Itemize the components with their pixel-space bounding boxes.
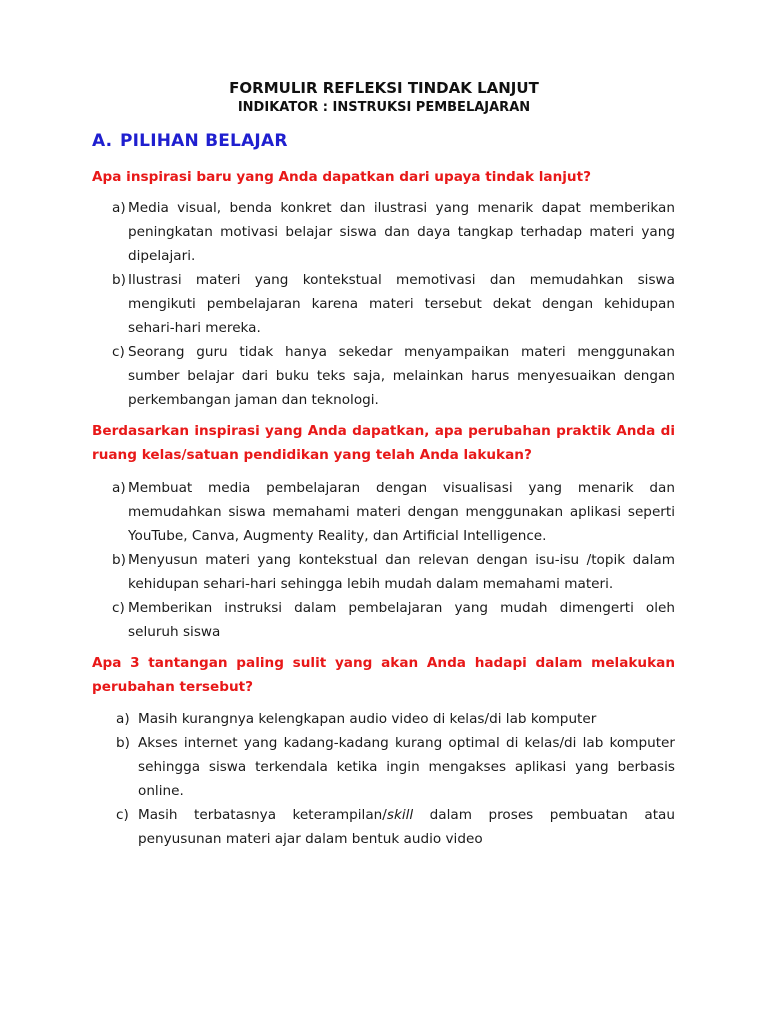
list-item xyxy=(112,196,675,268)
list-item xyxy=(116,707,675,731)
list-item xyxy=(116,803,675,851)
list-item-text: Memberikan instruksi dalam pembelajaran yang mudah dimengerti oleh seluruh siswa xyxy=(128,600,675,640)
answer-list-2 xyxy=(112,476,675,644)
section-heading xyxy=(92,131,288,151)
list-item-text-before: Masih terbatasnya keterampilan/ xyxy=(138,807,387,823)
question-1: Apa inspirasi baru yang Anda dapatkan dari upaya tindak lanjut? xyxy=(92,169,591,185)
list-item-text-italic: skill xyxy=(386,807,414,823)
list-item-text: Ilustrasi materi yang kontekstual memotivasi dan memudahkan siswa mengikuti pembelajaran karena materi tersebut dekat dengan kehidupan sehari-hari mereka. xyxy=(128,272,675,336)
section-title: PILIHAN BELAJAR xyxy=(120,131,288,151)
list-item xyxy=(112,340,675,412)
question-3: Apa 3 tantangan paling sulit yang akan Anda hadapi dalam melakukan perubahan tersebut? xyxy=(92,655,675,695)
answer-list-1 xyxy=(112,196,675,412)
list-item-text-after: dalam proses pembuatan atau penyusunan materi ajar dalam bentuk audio video xyxy=(138,807,675,847)
section-number: A. xyxy=(92,131,113,151)
question-2: Berdasarkan inspirasi yang Anda dapatkan, apa perubahan praktik Anda di ruang kelas/satuan pendidikan yang telah Anda lakukan? xyxy=(92,423,675,463)
list-marker: a) xyxy=(116,711,130,727)
list-item-text: Media visual, benda konkret dan ilustrasi yang menarik dapat memberikan peningkatan motivasi belajar siswa dan daya tangkap terhadap materi yang dipelajari. xyxy=(128,200,675,264)
list-marker: b) xyxy=(112,552,126,568)
list-marker: a) xyxy=(112,200,126,216)
list-item-text: Seorang guru tidak hanya sekedar menyampaikan materi menggunakan sumber belajar dari buku teks saja, melainkan harus menyesuaikan dengan perkembangan jaman dan teknologi. xyxy=(128,344,675,408)
list-marker: a) xyxy=(112,480,126,496)
list-marker: c) xyxy=(112,600,125,616)
form-subtitle: INDIKATOR : INSTRUKSI PEMBELAJARAN xyxy=(237,100,531,115)
list-item xyxy=(112,548,675,596)
list-item-text: Menyusun materi yang kontekstual dan relevan dengan isu-isu /topik dalam kehidupan sehari-hari sehingga lebih mudah dalam memahami materi. xyxy=(128,552,675,592)
list-item-text: Masih kurangnya kelengkapan audio video di kelas/di lab komputer xyxy=(138,711,597,727)
list-item-text: Membuat media pembelajaran dengan visualisasi yang menarik dan memudahkan siswa memahami materi dengan menggunakan aplikasi seperti YouTube, Canva, Augmenty Reality, dan Artificial Intelligence. xyxy=(128,480,675,544)
list-marker: c) xyxy=(116,807,129,823)
list-marker: b) xyxy=(116,735,130,751)
list-marker: b) xyxy=(112,272,126,288)
form-title: FORMULIR REFLEKSI TINDAK LANJUT xyxy=(229,79,539,97)
list-item xyxy=(112,268,675,340)
list-marker: c) xyxy=(112,344,125,360)
answer-list-3 xyxy=(116,707,675,851)
list-item xyxy=(112,476,675,548)
list-item xyxy=(112,596,675,644)
list-item-text: Akses internet yang kadang-kadang kurang optimal di kelas/di lab komputer sehingga siswa terkendala ketika ingin mengakses aplikasi yang berbasis online. xyxy=(138,735,675,799)
list-item xyxy=(116,731,675,803)
